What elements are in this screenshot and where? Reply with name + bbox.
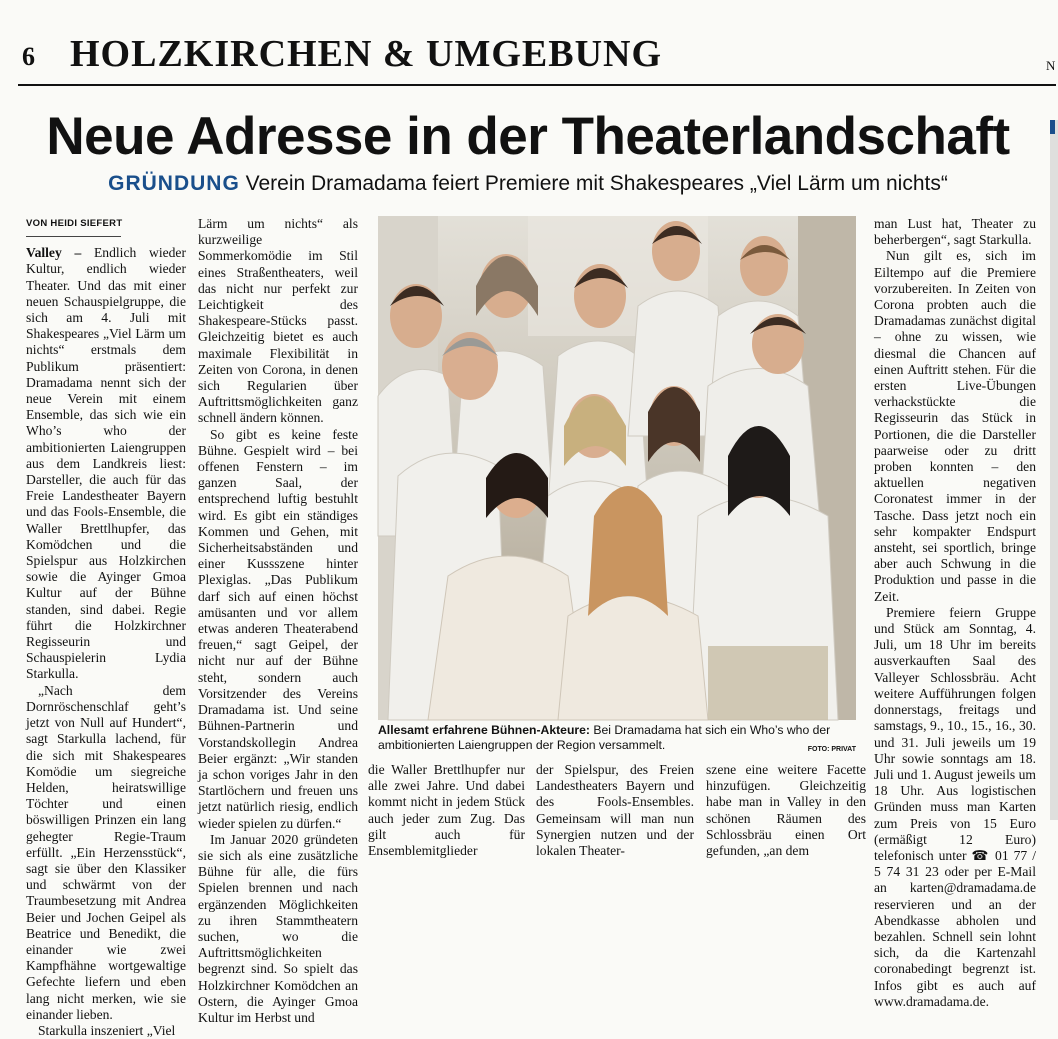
article-headline: Neue Adresse in der Theaterlandschaft [46, 107, 1010, 166]
article-column-5 [706, 762, 866, 859]
paragraph: Im Januar 2020 gründeten sie sich als eine zusätzliche Bühne für alle, die fürs Spielen brennen und nach ergänzenden Möglichkeiten zu ihren Stammtheatern suchen, wo die Auftrittsmöglichkeiten begrenzt sind. So spielt das Holzkirchner Komödchen an Ostern, die Ayinger Gmoa Kultur im Herbst und [198, 831, 358, 1025]
page-number: 6 [22, 42, 35, 71]
paragraph: Premiere feiern Gruppe und Stück am Sonntag, 4. Juli, um 18 Uhr im bereits ausverkauften Saal des Valleyer Schlossbräu. Acht weitere Aufführungen folgen donnerstags, freitags und samstags, 9., 10., 15., 16., 30. und 31. Juli jeweils um 19 Uhr sowie sonntags am 18. Juli und 1. August jeweils um 18 Uhr. Aus logistischen Gründen muss man Karten zum Preis von 15 Euro (ermäßigt 12 Euro) telefonisch unter ☎ 01 77 / 5 74 31 23 oder per E-Mail an karten@dramadama.de reservieren und an der Abendkasse abholen und bezahlen. Schnell sein lohnt sich, da die Kartenzahl coronabedingt begrenzt ist. Infos gibt es auch auf www.dramadama.de. [874, 604, 1036, 1009]
caption-text: Bei Dramadama hat sich ein Who’s who der ambitionierten Laiengruppen der Region versammelt. [378, 723, 831, 752]
paragraph: die Waller Brettlhupfer nur alle zwei Jahre. Und dabei kommt nicht in jedem Stück auch jeder zum Zug. Das gilt auch für Ensemblemitglieder [368, 762, 525, 859]
dateline: Valley – [26, 245, 82, 261]
article-column-3 [368, 762, 525, 859]
adjacent-page-marker [1050, 120, 1055, 134]
article-kicker: GRÜNDUNG [108, 172, 240, 195]
next-page-edge-text: N [1046, 58, 1056, 73]
paragraph: szene eine weitere Facette hinzufügen. Gleichzeitig habe man in Valley in den schönen Räumen des Schlossbräu einen Ort gefunden, „an dem [706, 762, 866, 859]
article-column-1 [26, 216, 186, 1039]
caption-lead: Allesamt erfahrene Bühnen-Akteure: [378, 723, 590, 737]
subheadline-text: Verein Dramadama feiert Premiere mit Shakespeares „Viel Lärm um nichts“ [239, 172, 948, 195]
paragraph: der Spielspur, des Freien Landestheaters Bayern und des Fools-Ensembles. Gemeinsam will man nun Synergien nutzen und der lokalen Theater- [536, 762, 694, 859]
adjacent-page-edge [1050, 120, 1058, 820]
paragraph: Starkulla inszeniert „Viel [38, 1022, 176, 1038]
ensemble-photo [378, 216, 856, 720]
article-subheadline [0, 172, 1056, 196]
section-header: HOLZKIRCHEN & UMGEBUNG [70, 33, 663, 75]
paragraph: „Nach dem Dornröschenschlaf geht’s jetzt von Null auf Hundert“, sagt Starkulla lachend, für die sich mit Shakespeares Komödie um siegreiche Helden, heiratswillige Töchter und einen böswilligen Prinzen ein lang gehegter Regie-Traum erfüllt. „Ein Herzensstück“, sagt sie über den Klassiker und schwärmt von der Traumbesetzung mit Andrea Beier und Jochen Geipel als Beatrice und Benedikt, die einander wie zwei Kampfhähne wortgewaltige Gefechte liefern und eben lang nicht merken, wie sie einander lieben. [26, 682, 186, 1022]
paragraph: Lärm um nichts“ als kurzweilige Sommerkomödie im Stil eines Straßentheaters, weil das nicht nur perfekt zur Leichtigkeit des Shakespeare-Stücks passt. Gleichzeitig bietet es auch maximale Flexibilität in Zeiten von Corona, in denen sich Regularien über Auftrittsmöglichkeiten ganz schnell ändern können. [198, 216, 358, 426]
paragraph [26, 245, 186, 682]
header-rule [18, 84, 1056, 86]
byline: VON HEIDI SIEFERT [26, 218, 123, 229]
paragraph-text: Endlich wieder Kultur, endlich wieder Theater. Und das mit einer neuen Schauspielgruppe, die sich am 4. Juli mit Shakespeares „Viel Lärm um nichts“ erstmals dem Publikum präsentiert: Dramadama nennt sich der neue Verein mit einem Ensemble, das sich wie ein Who’s who der ambitionierten Laiengruppen aus dem Landkreis liest: Darsteller, die auch für das Freie Landestheater Bayern und das Fools-Ensemble, die Waller Brettlhupfer, das Komödchen und die Spielspur aus Holzkirchen sowie die Ayinger Gmoa Kultur auf der Bühne standen, sind dabei. Regie führt die Holzkirchner Regisseurin und Schauspielerin Lydia Starkulla. [26, 245, 186, 682]
photo-credit: FOTO: PRIVAT [807, 746, 856, 753]
photo-caption [378, 723, 856, 757]
article-column-4 [536, 762, 694, 859]
paragraph: man Lust hat, Theater zu beherbergen“, sagt Starkulla. [874, 216, 1036, 248]
byline-rule [26, 236, 121, 237]
article-column-2 [198, 216, 358, 1026]
article-column-6 [874, 216, 1036, 1010]
paragraph: Nun gilt es, sich im Eiltempo auf die Premiere vorzubereiten. In Zeiten von Corona probten auch die Dramadamas zunächst digital – ohne zu wissen, wie diesmal die Chancen auf einen Auftritt stehen. Für die ersten Live-Übungen verhackstückte die Regisseurin das Stück in Portionen, die die Darsteller paarweise oder zu dritt proben konnten – den aktuellen negativen Coronatest immer in der Tasche. Dass jetzt noch ein sehr kompakter Endspurt ansteht, sei sportlich, bringe aber auch Schwung in die Produktion und passe in die Zeit. [874, 248, 1036, 604]
paragraph: So gibt es keine feste Bühne. Gespielt wird – bei offenen Fenstern – im ganzen Saal, der entsprechend luftig bestuhlt wird. Es gibt ein ständiges Kommen und Gehen, mit Sicherheitsabständen und einer Kussszene hinter Plexiglas. „Das Publikum darf sich auf einen höchst amüsanten und vor allem etwas anderen Theaterabend freuen,“ sagt Geipel, der nicht nur auf der Bühne steht, sondern auch Vorsitzender des Vereins Dramadama ist. Und seine Bühnen-Partnerin und Vorstandskollegin Andrea Beier ergänzt: „Wir standen ja schon voriges Jahr in den Startlöchern und freuen uns jetzt natürlich riesig, endlich wieder spielen zu dürfen.“ [198, 426, 358, 831]
ensemble-photo-illustration [378, 216, 856, 720]
